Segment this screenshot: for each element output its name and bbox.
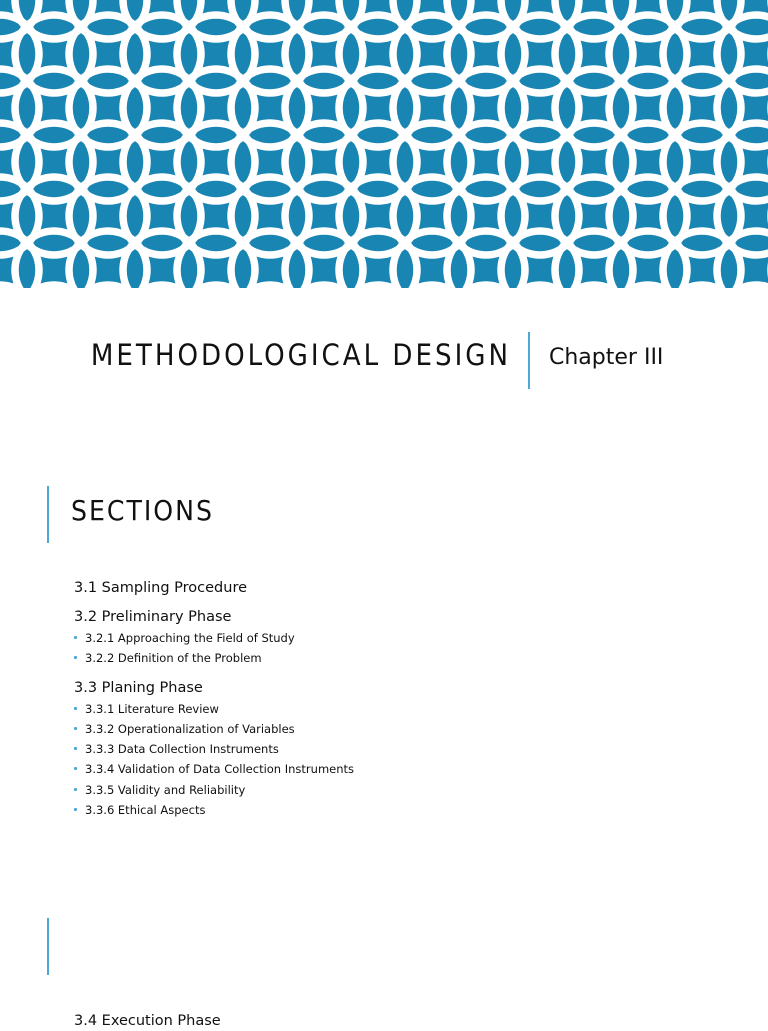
next-slide-accent-bar [47,918,49,975]
page-title: METHODOLOGICAL DESIGN [90,338,511,372]
sub-list [74,699,734,821]
ring-pattern [0,0,768,288]
list-item [74,648,734,668]
list-item [74,800,734,820]
list-item [74,759,734,779]
outline-group [74,678,734,821]
sections-accent-bar [47,486,49,543]
bullet-icon [74,788,77,791]
bullet-icon [74,707,77,710]
list-item-label: 3.3.6 Ethical Aspects [85,803,206,818]
group-heading: 3.1 Sampling Procedure [74,580,248,596]
list-item-label: 3.3.4 Validation of Data Collection Instruments [85,762,355,777]
outline-group [74,578,734,598]
section-outline [74,578,734,829]
list-item [74,739,734,759]
bullet-icon [74,747,77,750]
title-divider [528,332,530,389]
list-item [74,699,734,719]
bullet-icon [74,636,77,639]
list-item-label: 3.3.1 Literature Review [85,701,219,716]
bullet-icon [74,767,77,770]
title-row [0,288,768,418]
group-heading: 3.2 Preliminary Phase [74,609,232,625]
list-item [74,719,734,739]
list-item-label: 3.3.5 Validity and Reliability [85,782,246,797]
bullet-icon [74,727,77,730]
list-item-label: 3.3.3 Data Collection Instruments [85,742,279,757]
next-section-heading: 3.4 Execution Phase [74,1013,221,1029]
chapter-label: Chapter III [549,345,664,370]
sub-list [74,628,734,669]
list-item [74,628,734,648]
bullet-icon [74,656,77,659]
list-item-label: 3.2.1 Approaching the Field of Study [85,631,295,645]
outline-group [74,607,734,669]
group-heading: 3.3 Planing Phase [74,679,203,696]
list-item [74,780,734,800]
patterned-banner [0,0,768,288]
list-item-label: 3.3.2 Operationalization of Variables [85,721,295,736]
bullet-icon [74,808,77,811]
list-item-label: 3.2.2 Definition of the Problem [85,651,262,666]
sections-heading: SECTIONS [71,494,214,527]
